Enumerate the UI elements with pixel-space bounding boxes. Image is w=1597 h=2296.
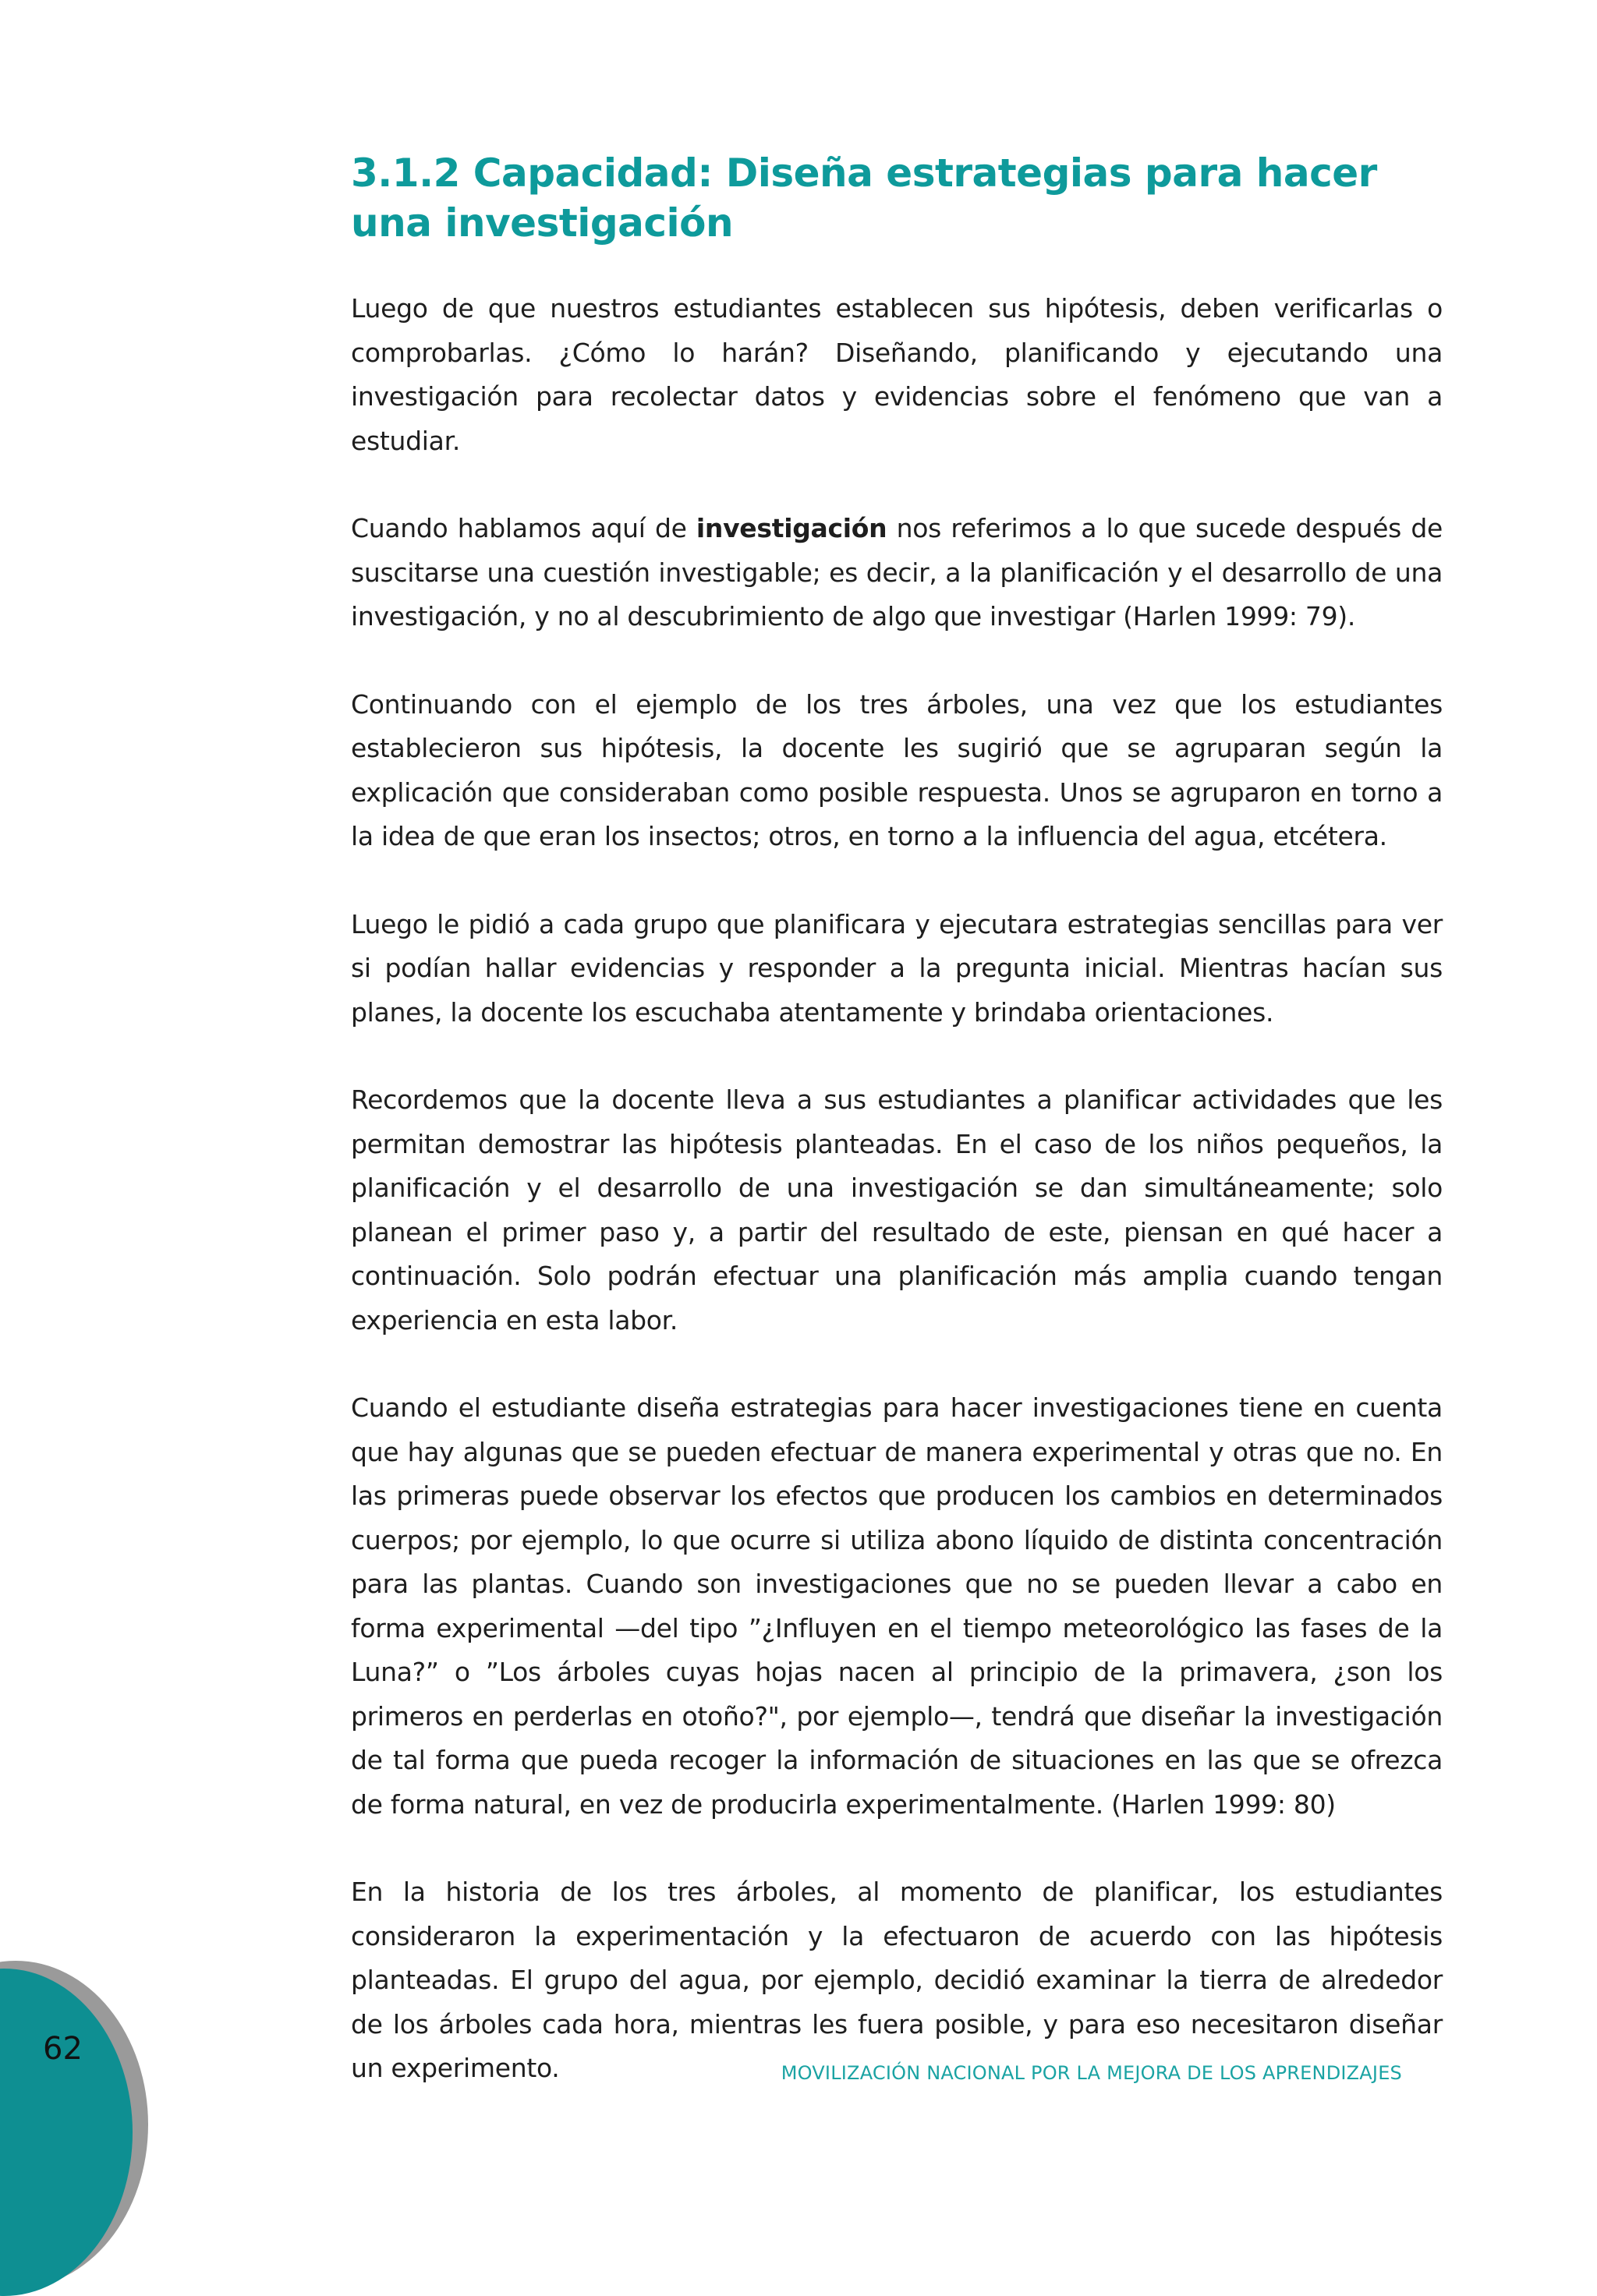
paragraph-7: En la historia de los tres árboles, al momento de planificar, los estudiantes consideraron la experimentación y la efectuaron de acuerdo con las hipótesis planteadas. El grupo del agua, por ejemplo, decidió examinar la tierra de alrededor de los árboles cada hora, mientras les fuera posible, y para eso necesitaron diseñar un experimento. — [351, 1877, 1443, 2083]
paragraph-2-end: nos referimos a lo que sucede después de suscitarse una cuestión investigable; es decir, a la planificación y el desarrollo de una investigación, y no al descubrimiento de algo que investigar (Harlen 1999: 79). — [351, 513, 1443, 631]
paragraph-3: Continuando con el ejemplo de los tres árboles, una vez que los estudiantes establecieron sus hipótesis, la docente les sugirió que se agruparan según la explicación que consideraban como posible respuesta. Unos se agruparon en torno a la idea de que eran los insectos; otros, en torno a la influencia del agua, etcétera. — [351, 688, 1443, 851]
paragraph-1: Luego de que nuestros estudiantes establecen sus hipótesis, deben verificarlas o comprobarlas. ¿Cómo lo harán? Diseñando, planificando y ejecutando una investigación para recolectar datos y evidencias sobre el fenómeno que van a estudiar. — [351, 293, 1443, 456]
footer-title: MOVILIZACIÓN NACIONAL POR LA MEJORA DE LOS APRENDIZAJES — [781, 2062, 1402, 2084]
paragraph-5: Recordemos que la docente lleva a sus estudiantes a planificar actividades que les permitan demostrar las hipótesis planteadas. En el caso de los niños pequeños, la planificación y el desarrollo de una investigación se dan simultáneamente; solo planean el primer paso y, a partir del resultado de este, piensan en qué hacer a continuación. Solo podrán efectuar una planificación más amplia cuando tengan experiencia en esta labor. — [351, 1084, 1443, 1336]
section-heading: 3.1.2 Capacidad: Diseña estrategias para hacer una investigación — [351, 150, 1377, 246]
paragraph-2 — [351, 507, 1443, 639]
paragraph-2-bold-term: investigación — [696, 513, 887, 543]
paragraph-2-start: Cuando hablamos aquí de — [351, 513, 696, 543]
page-number: 62 — [43, 2031, 83, 2067]
paragraph-4: Luego le pidió a cada grupo que planificara y ejecutara estrategias sencillas para ver si podían hallar evidencias y responder a la pregunta inicial. Mientras hacían sus planes, la docente los escuchaba atentamente y brindaba orientaciones. — [351, 908, 1443, 1028]
page-content — [351, 148, 1443, 2135]
paragraph-6: Cuando el estudiante diseña estrategias para hacer investigaciones tiene en cuenta que hay algunas que se pueden efectuar de manera experimental y otras que no. En las primeras puede observar los efectos que producen los cambios en determinados cuerpos; por ejemplo, lo que ocurre si utiliza abono líquido de distinta concentración para las plantas. Cuando son investigaciones que no se pueden llevar a cabo en forma experimental —del tipo ”¿Influyen en el tiempo meteorológico las fases de la Luna?” o ”Los árboles cuyas hojas nacen al principio de la primavera, ¿son los primeros en perderlas en otoño?", por ejemplo—, tendrá que diseñar la investigación de tal forma que pueda recoger la información de situaciones en las que se ofrezca de forma natural, en vez de producirla experimentalmente. (Harlen 1999: 80) — [351, 1392, 1443, 1820]
